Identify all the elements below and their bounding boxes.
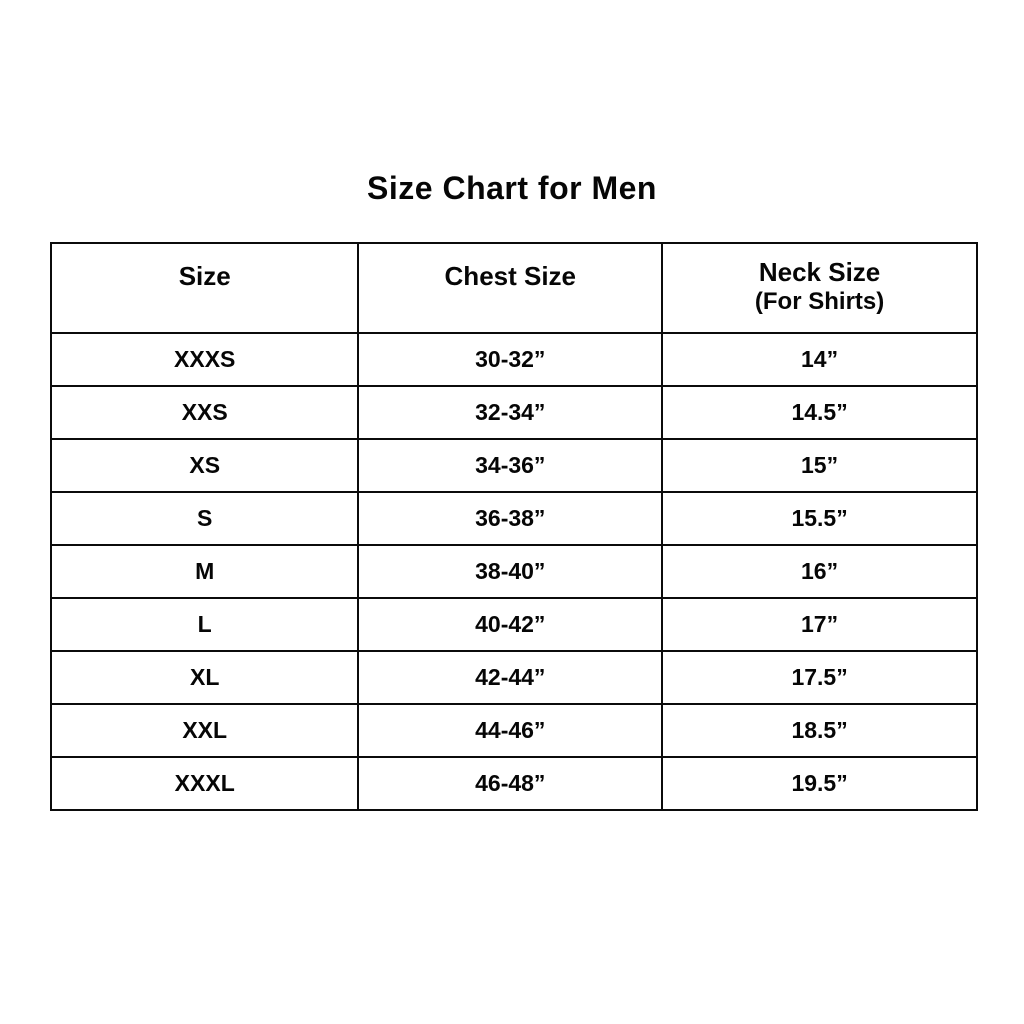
header-row — [51, 243, 977, 333]
table-cell: 16” — [662, 545, 977, 598]
table-cell: XL — [51, 651, 358, 704]
table-row — [51, 492, 977, 545]
table-row — [51, 651, 977, 704]
table-cell: XXL — [51, 704, 358, 757]
table-cell: 17.5” — [662, 651, 977, 704]
table-cell: XXXS — [51, 333, 358, 386]
table-cell: 36-38” — [358, 492, 662, 545]
table-cell: 30-32” — [358, 333, 662, 386]
table-cell: L — [51, 598, 358, 651]
table-cell: 32-34” — [358, 386, 662, 439]
table-row — [51, 598, 977, 651]
table-cell: 14.5” — [662, 386, 977, 439]
table-cell: 46-48” — [358, 757, 662, 810]
table-cell: XXXL — [51, 757, 358, 810]
size-chart-table — [50, 242, 978, 811]
table-row — [51, 439, 977, 492]
header-neck-size-sublabel: (For Shirts) — [754, 288, 885, 316]
table-cell: 15” — [662, 439, 977, 492]
table-row — [51, 333, 977, 386]
table-row — [51, 545, 977, 598]
table-cell: 42-44” — [358, 651, 662, 704]
table-cell: S — [51, 492, 358, 545]
table-row — [51, 386, 977, 439]
table-cell: 44-46” — [358, 704, 662, 757]
table-row — [51, 704, 977, 757]
table-cell: 17” — [662, 598, 977, 651]
header-neck-size — [662, 243, 977, 333]
table-row — [51, 757, 977, 810]
table-cell: M — [51, 545, 358, 598]
header-size-label: Size — [178, 261, 231, 292]
table-cell: 38-40” — [358, 545, 662, 598]
table-cell: XXS — [51, 386, 358, 439]
table-cell: 18.5” — [662, 704, 977, 757]
table-cell: 15.5” — [662, 492, 977, 545]
table-body — [51, 333, 977, 810]
table-cell: 14” — [662, 333, 977, 386]
header-chest-size — [358, 243, 662, 333]
table-header — [51, 243, 977, 333]
table-cell: XS — [51, 439, 358, 492]
table-cell: 40-42” — [358, 598, 662, 651]
header-size — [51, 243, 358, 333]
table-cell: 19.5” — [662, 757, 977, 810]
header-neck-size-label: Neck Size — [758, 257, 881, 287]
header-chest-size-label: Chest Size — [444, 261, 577, 292]
page-title: Size Chart for Men — [367, 170, 657, 206]
table-cell: 34-36” — [358, 439, 662, 492]
